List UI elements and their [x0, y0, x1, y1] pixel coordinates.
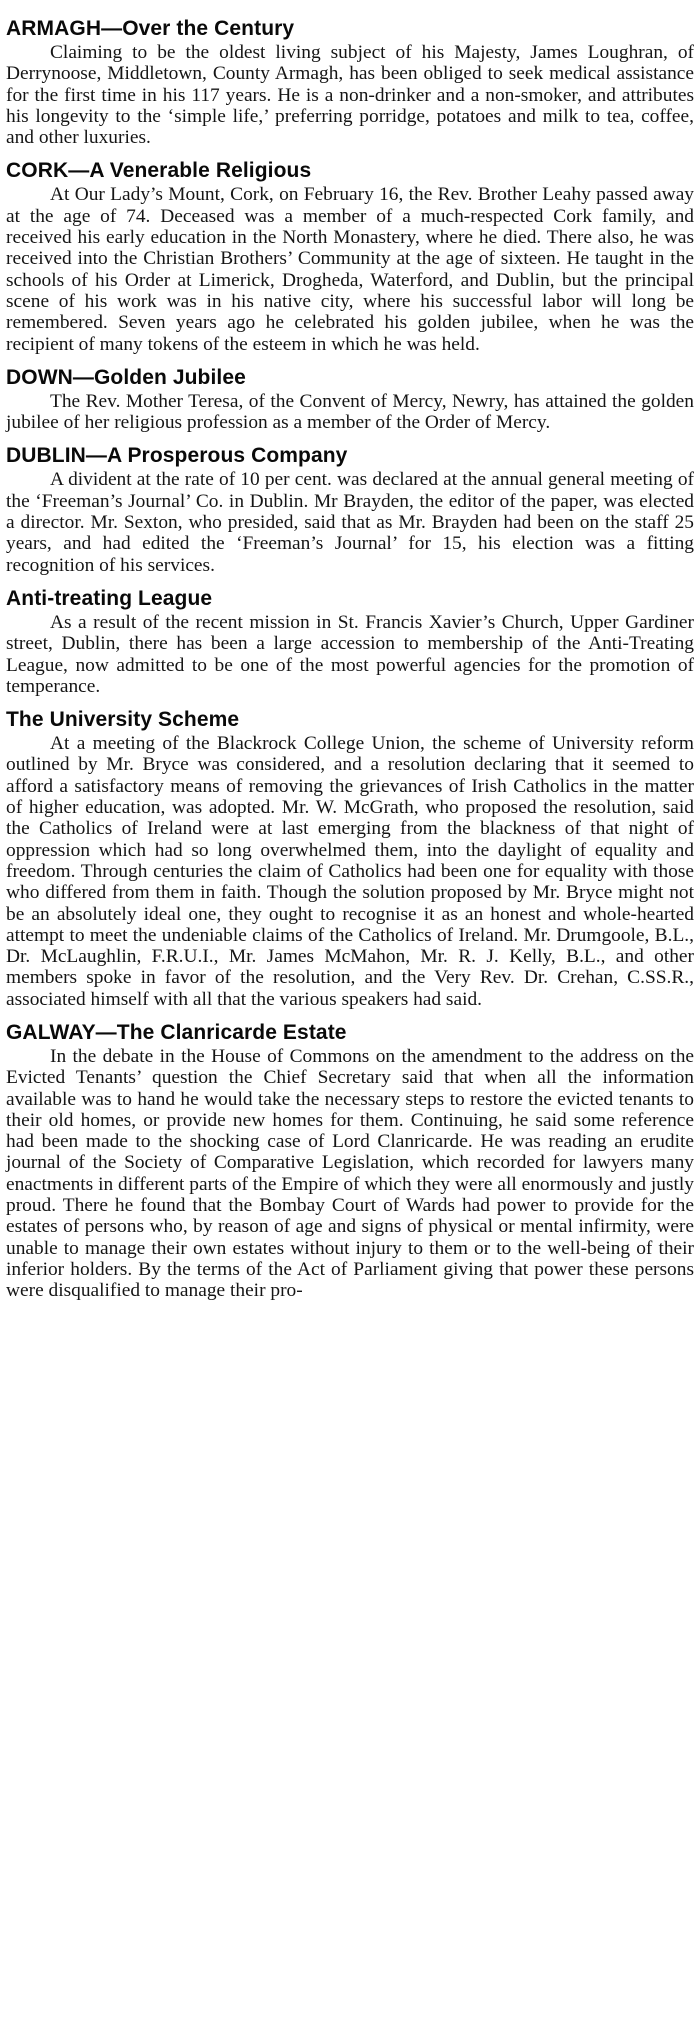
article-headline: GALWAY—The Clanricarde Estate [6, 1020, 347, 1044]
article-headline: The University Scheme [6, 708, 240, 732]
article-headline: DUBLIN—A Prosperous Company [6, 444, 348, 468]
article-galway [6, 1020, 694, 1302]
article-body: Claiming to be the oldest living subject of his Majesty, James Loughran, of Derrynoose, Middletown, County Armagh, has been obliged to seek medical assistance for the first time in his 117 years. He is a non-drinker and a non-smoker, and attributes his longevity to the ‘simple life,’ preferring porridge, potatoes and milk to tea, coffee, and other luxuries. [6, 42, 694, 149]
article-headline: CORK—A Venerable Religious [6, 159, 312, 183]
article-body: In the debate in the House of Commons on the amendment to the address on the Evicted Tenants’ question the Chief Secretary said that when all the information available was to hand he would take the necessary steps to restore the evicted tenants to their old homes, or provide new homes for them. Continuing, he said some reference had been made to the shocking case of Lord Clanricarde. He was reading an erudite journal of the Society of Comparative Legislation, which recorded for lawyers many enactments in different parts of the Empire of which they were all enormously and justly proud. There he found that the Bombay Court of Wards had power to provide for the estates of persons who, by reason of age and signs of physical or mental infirmity, were unable to manage their own estates without injury to them or to the well-being of their inferior holders. By the terms of the Act of Parliament giving that power these persons were disqualified to manage their pro- [6, 1045, 694, 1302]
article-anti-treating-league [6, 586, 694, 697]
article-cork [6, 158, 694, 354]
article-headline: ARMAGH—Over the Century [6, 17, 295, 40]
article-body: At Our Lady’s Mount, Cork, on February 16, the Rev. Brother Leahy passed away at the age of 74. Deceased was a member of a much-respected Cork family, and received his early education in the North Monastery, where he died. There also, he was received into the Christian Brothers’ Community at the age of sixteen. He taught in the schools of his Order at Limerick, Drogheda, Waterford, and Dublin, but the principal scene of his work was in his native city, where his successful labor will long be remembered. Seven years ago he celebrated his golden jubilee, when he was the recipient of many tokens of the esteem in which he was held. [6, 184, 694, 355]
article-body: At a meeting of the Blackrock College Union, the scheme of University reform outlined by Mr. Bryce was considered, and a resolution declaring that it seemed to afford a satisfactory means of removing the grievances of Irish Catholics in the matter of higher education, was adopted. Mr. W. McGrath, who proposed the resolution, said the Catholics of Ireland were at last emerging from the blackness of that night of oppression which had so long overwhelmed them, into the daylight of equality and freedom. Through centuries the claim of Catholics had been one for equality with those who differed from them in faith. Though the solution proposed by Mr. Bryce might not be an absolutely ideal one, they ought to recognise it as an honest and whole-hearted attempt to meet the undeniable claims of the Catholics of Ireland. Mr. Drumgoole, B.L., Dr. McLaughlin, F.R.U.I., Mr. James McMahon, Mr. R. J. Kelly, B.L., and other members spoke in favor of the resolution, and the Very Rev. Dr. Crehan, C.SS.R., associated himself with all that the various speakers had said. [6, 733, 694, 1010]
article-armagh [6, 16, 694, 148]
article-body: The Rev. Mother Teresa, of the Convent of Mercy, Newry, has attained the golden jubilee of her religious profession as a member of the Order of Mercy. [6, 390, 694, 434]
article-headline: Anti-treating League [6, 586, 213, 610]
article-dublin [6, 443, 694, 575]
article-headline: DOWN—Golden Jubilee [6, 365, 246, 389]
article-down [6, 365, 694, 434]
article-body: As a result of the recent mission in St. Francis Xavier’s Church, Upper Gardiner street, Dublin, there has been a large accession to membership of the Anti-Treating League, now admitted to be one of the most powerful agencies for the promotion of temperance. [6, 611, 694, 697]
article-body: A divident at the rate of 10 per cent. was declared at the annual general meeting of the ‘Freeman’s Journal’ Co. in Dublin. Mr Brayden, the editor of the paper, was elected a director. Mr. Sexton, who presided, said that as Mr. Brayden had been on the staff 25 years, and had edited the ‘Freeman’s Journal’ for 15, his election was a fitting recognition of his services. [6, 469, 694, 576]
article-university-scheme [6, 707, 694, 1010]
